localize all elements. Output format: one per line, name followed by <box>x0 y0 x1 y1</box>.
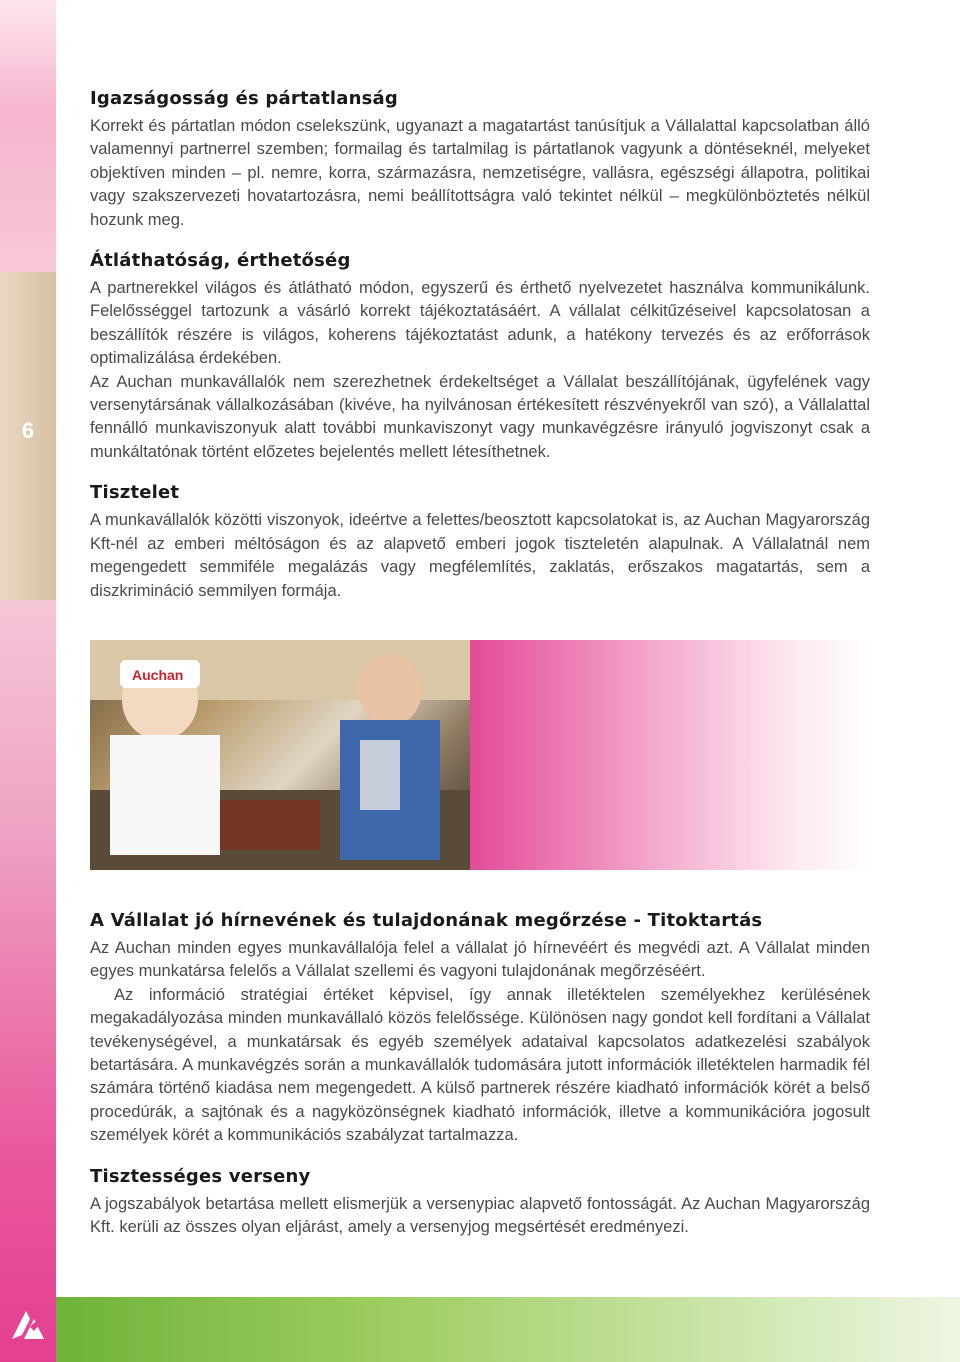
section-heading: Átláthatóság, érthetőség <box>90 250 351 272</box>
section-paragraph: Az Auchan munkavállalók nem szerezhetnek érdekeltséget a Vállalat beszállítójának, ügyfelének vagy versenytársának vállalkozásában (kivéve, ha nyilvánosan értékesített részvényekről van szó), a Vállalattal fennálló munkaviszonyuk alatt további munkaviszonyt vagy munkavégzésre irányuló jogviszonyt csak a munkáltatónak történt előzetes bejelentés mellett létesíthetnek. <box>90 372 870 461</box>
photo-pink-gradient <box>470 640 870 870</box>
photo-hat-sign: Auchan <box>132 667 184 683</box>
page-content <box>90 88 870 621</box>
section-fairness <box>90 88 870 232</box>
section-paragraph: Az Auchan minden egyes munkavállalója felel a vállalat jó hírnevéért és megvédi azt. A Vállalat minden egyes munkatársa felelős a Vállalat szellemi és vagyoni tulajdonának megőrzéséért. <box>90 939 870 981</box>
section-paragraph: Korrekt és pártatlan módon cselekszünk, ugyanazt a magatartást tanúsítjuk a Vállalattal kapcsolatban álló valamennyi partnerrel szemben; formailag és tartalmilag is pártatlanok vagyunk a döntéseknél, melyeket objektíven minden – pl. nemre, korra, származásra, nemzetiségre, vallásra, egészségi állapotra, politikai vagy szakszervezeti hovatartozásra, nemi beállítottságra való tekintet nélkül – megkülönböztetés nélkül hozunk meg. <box>90 117 870 229</box>
section-heading: A Vállalat jó hírnevének és tulajdonának megőrzése - Titoktartás <box>90 910 763 931</box>
section-transparency <box>90 250 870 464</box>
section-respect <box>90 482 870 603</box>
section-paragraph: A jogszabályok betartása mellett elismerjük a versenypiac alapvető fontosságát. Az Auchan Magyarország Kft. kerüli az összes olyan eljárást, amely a versenyjog megsértését eredményezi. <box>90 1194 870 1237</box>
store-photo-illustration <box>90 640 470 870</box>
auchan-bird-logo-icon <box>8 1305 48 1345</box>
section-heading: Igazságosság és pártatlanság <box>90 88 398 109</box>
section-paragraph: A partnerekkel világos és átlátható módon, egyszerű és érthető nyelvezetet használva kommunikálunk. Felelősséggel tartozunk a vásárló korrekt tájékoztatásáért. A vállalat célkitűzéseivel kapcsolatosan a beszállítók részére is világos, koherens tájékoztatást adunk, a hatékony tervezés és az erőforrások optimalizálása érdekében. <box>90 279 870 368</box>
store-photo <box>90 640 470 870</box>
section-paragraph: Az információ stratégiai értéket képvisel, így annak illetéktelen személyekhez kerülésének megakadályozása minden munkavállaló közös felelőssége. Különösen nagy gondot kell fordítani a Vállalat tevékenységével, a munkatársak és egyéb személyek adataival kapcsolatos adatkezelési szabályok betartására. A munkavégzés során a munkavállalók tudomására jutott információk illetéktelen harmadik fél számára történő kiadása nem megengedett. A külső partnerek részére kiadható információk körét a belső procedúrák, a sajtónak és a nagyközönségnek kiadható információk, illetve a kommunikációra jogosult személyek körét a kommunikációs szabályzat tartalmazza. <box>90 985 870 1145</box>
page-number: 6 <box>21 418 35 443</box>
page-content-lower <box>90 910 870 1257</box>
left-gradient-sidebar <box>0 0 56 1362</box>
section-heading: Tisztelet <box>90 482 180 504</box>
section-heading: Tisztességes verseny <box>90 1165 311 1187</box>
bottom-green-bar <box>56 1297 960 1362</box>
section-paragraph: A munkavállalók közötti viszonyok, ideértve a felettes/beosztott kapcsolatokat is, az Auchan Magyarország Kft-nél az emberi méltóságon és az alapvető emberi jogok tiszteletén alapulnak. A Vállalatnál nem megengedett semmiféle megalázás vagy megfélemlítés, zaklatás, erőszakos magatartás, sem a diszkrimináció semmilyen formája. <box>90 511 870 600</box>
section-reputation <box>90 910 870 1148</box>
section-fair-competition <box>90 1166 870 1240</box>
